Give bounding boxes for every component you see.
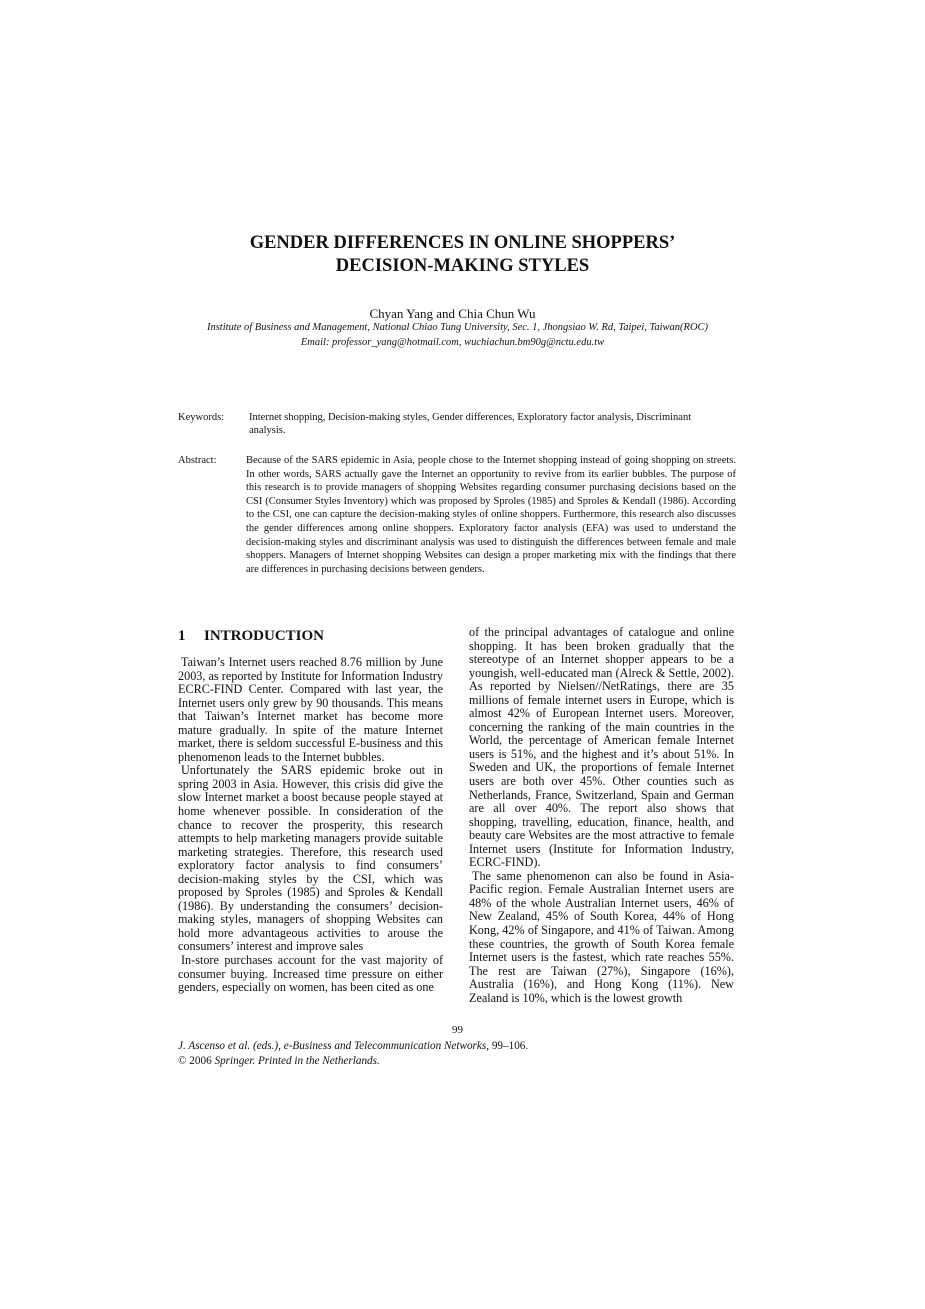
body-column-left	[178, 656, 443, 995]
paper-title	[0, 232, 925, 278]
title-line-1: GENDER DIFFERENCES IN ONLINE SHOPPERS’	[249, 233, 676, 253]
copyright-publisher: Springer. Printed in the Netherlands.	[214, 1055, 380, 1067]
author-email: Email: professor_yang@hotmail.com, wuchiachun.bm90g@nctu.edu.tw	[300, 337, 605, 348]
author-affiliation: Institute of Business and Management, National Chiao Tung University, Sec. 1, Jhongsiao W. Rd, Taipei, Taiwan(ROC)	[206, 322, 709, 333]
body-paragraph: In-store purchases account for the vast majority of consumer buying. Increased time pressure on either genders, especially on women, has been cited as one	[178, 953, 443, 995]
body-paragraph: Taiwan’s Internet users reached 8.76 million by June 2003, as reported by Institute for Information Industry ECRC-FIND Center. Compared with last year, the Internet users only grew by 90 thousands. This means that Taiwan’s Internet market has become more mature gradually. In spite of the mature Internet market, there is seldom successful E-business and this phenomenon leads to the Internet bubbles.	[178, 655, 443, 764]
citation-footer	[178, 1039, 528, 1053]
page-number: 99	[452, 1024, 463, 1036]
citation-source: J. Ascenso et al. (eds.), e-Business and Telecommunication Networks,	[178, 1040, 490, 1052]
abstract-label: Abstract:	[178, 455, 217, 466]
title-line-2: DECISION-MAKING STYLES	[335, 256, 590, 276]
body-paragraph: Unfortunately the SARS epidemic broke out in spring 2003 in Asia. However, this crisis did give the slow Internet market a boost because people stayed at home whenever possible. In consideration of the chance to recover the prosperity, this research attempts to help marketing managers provide suitable marketing strategies. Therefore, this research used exploratory factor analysis to find consumers’ decision-making styles by the CSI, which was proposed by Sproles (1985) and Sproles & Kendall (1986). By understanding the consumers’ decision-making styles, managers of shopping Websites can hold more advantageous activities to arouse the consumers’ interest and improve sales	[178, 763, 443, 954]
section-heading	[178, 627, 324, 645]
copyright-footer	[178, 1054, 380, 1068]
section-number: 1	[178, 628, 186, 644]
keywords-text: Internet shopping, Decision-making styles, Gender differences, Exploratory factor analysis, Discriminant analysis.	[249, 412, 692, 437]
copyright-prefix: © 2006	[178, 1055, 215, 1067]
section-title: INTRODUCTION	[204, 628, 325, 644]
abstract-text: Because of the SARS epidemic in Asia, people chose to the Internet shopping instead of going shopping on streets. In other words, SARS actually gave the Internet an opportunity to revive from its earlier bubbles. The purpose of this research is to provide managers of shopping Websites regarding consumer purchasing decisions based on the CSI (Consumer Styles Inventory) which was proposed by Sproles (1985) and Sproles & Kendall (1986). According to the CSI, one can capture the decision-making styles of online shoppers. Furthermore, this research also discusses the gender differences among online shoppers. Exploratory factor analysis (EFA) was used to understand the decision-making styles and discriminant analysis was used to distinguish the differences between female and male shoppers. Managers of Internet shopping Websites can design a proper marketing mix with the findings that there are differences in purchasing decisions between genders.	[246, 455, 736, 575]
keywords-label: Keywords:	[178, 412, 225, 423]
citation-pages: 99–106.	[489, 1040, 529, 1052]
author-names: Chyan Yang and Chia Chun Wu	[369, 306, 536, 321]
body-paragraph: The same phenomenon can also be found in Asia-Pacific region. Female Australian Internet users are 48% of the whole Australian Internet users, 46% of New Zealand, 45% of South Korea, 44% of Hong Kong, 42% of Singapore, and 41% of Taiwan. Among these countries, the growth of South Korea female Internet users is the fastest, which rate reaches 55%. The rest are Taiwan (27%), Singapore (16%), Australia (16%), and Hong Kong (11%). New Zealand is 10%, which is the lowest growth	[469, 868, 734, 1005]
body-paragraph: of the principal advantages of catalogue and online shopping. It has been broken gradually that the stereotype of an Internet shopper appears to be a youngish, well-educated man (Alreck & Settle, 2002). As reported by Nielsen//NetRatings, there are 35 millions of female internet users in Europe, which is almost 42% of European Internet users. Moreover, concerning the ranking of the main countries in the World, the percentage of American female Internet users is 51%, and the highest and it’s about 51%. In Sweden and UK, the proportions of female Internet users are both over 45%. Other counties such as Netherlands, France, Switzerland, Spain and German are all over 40%. The report also shows that shopping, travelling, education, finance, health, and beauty care Websites are the most attractive to female Internet users (Institute for Information Industry, ECRC-FIND).	[469, 625, 734, 870]
body-column-right	[469, 626, 734, 1005]
